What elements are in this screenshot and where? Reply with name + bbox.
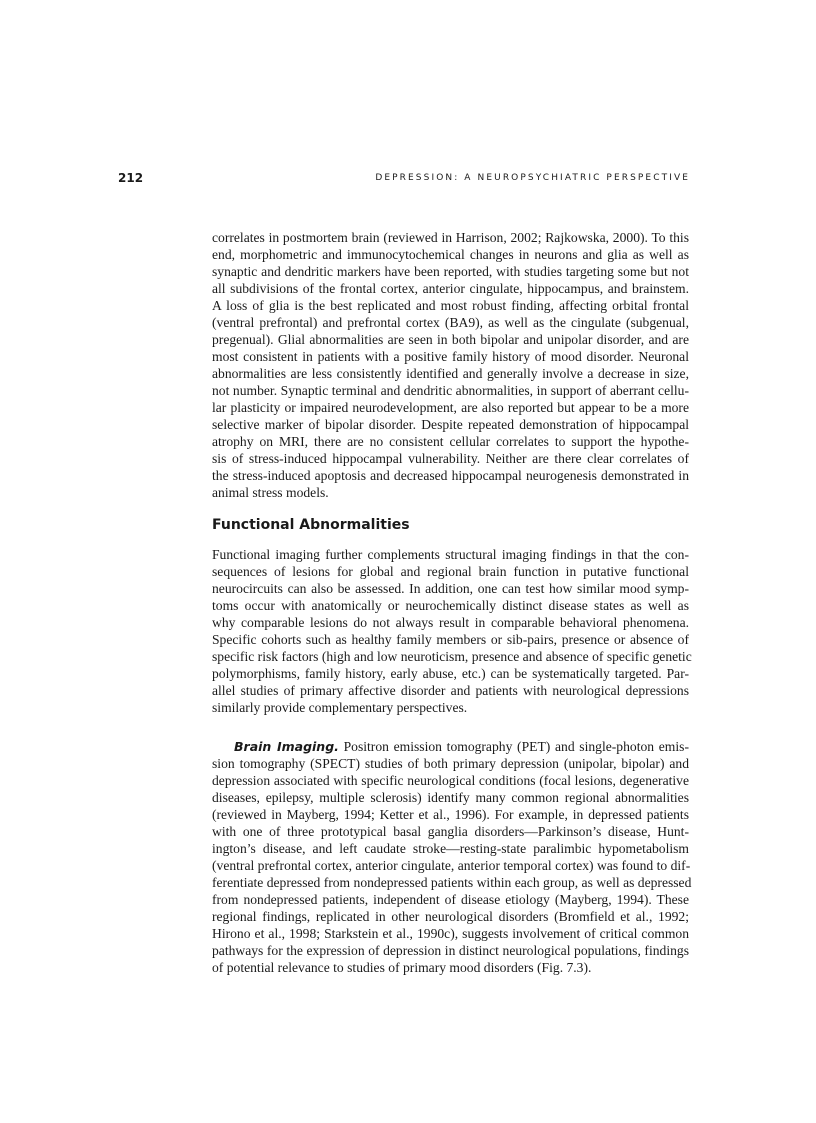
paragraph-line: the stress-induced apoptosis and decreased hippocampal neurogenesis demonstrated in	[212, 468, 689, 483]
paragraph-line: atrophy on MRI, there are no consistent cellular correlates to support the hypothe-	[212, 434, 689, 449]
section-heading-functional-abnormalities: Functional Abnormalities	[212, 517, 410, 533]
paragraph-postmortem-correlates	[212, 229, 689, 501]
paragraph-line: ferentiate depressed from nondepressed patients within each group, as well as depressed	[212, 875, 692, 890]
run-in-heading: Brain Imaging.	[234, 739, 339, 754]
paragraph-line: all subdivisions of the frontal cortex, anterior cingulate, hippocampus, and brainstem.	[212, 281, 689, 296]
paragraph-line: correlates in postmortem brain (reviewed in Harrison, 2002; Rajkowska, 2000). To this	[212, 230, 689, 245]
paragraph-line: sis of stress-induced hippocampal vulnerability. Neither are there clear correlates of	[212, 451, 689, 466]
paragraph-line: neurocircuits can also be assessed. In addition, one can test how similar mood symp-	[212, 581, 689, 596]
paragraph-line: Hirono et al., 1998; Starkstein et al., 1990c), suggests involvement of critical common	[212, 926, 689, 941]
paragraph-line: similarly provide complementary perspectives.	[212, 700, 468, 715]
line-text: Positron emission tomography (PET) and single-photon emis-	[343, 739, 689, 754]
paragraph-line: (ventral prefrontal) and prefrontal cortex (BA9), as well as the cingulate (subgenual,	[212, 315, 689, 330]
paragraph-line: most consistent in patients with a positive family history of mood disorder. Neuronal	[212, 349, 689, 364]
paragraph-line: regional findings, replicated in other neurological disorders (Bromfield et al., 1992;	[212, 909, 689, 924]
paragraph-line: of potential relevance to studies of primary mood disorders (Fig. 7.3).	[212, 960, 592, 975]
page-number: 212	[118, 171, 144, 185]
paragraph-line: not number. Synaptic terminal and dendritic abnormalities, in support of aberrant cellu-	[212, 383, 689, 398]
paragraph-line: depression associated with specific neurological conditions (focal lesions, degenerative	[212, 773, 689, 788]
paragraph-line: (reviewed in Mayberg, 1994; Ketter et al., 1996). For example, in depressed patients	[212, 807, 689, 822]
paragraph-line: toms occur with anatomically or neurochemically distinct disease states as well as	[212, 598, 689, 613]
paragraph-line: A loss of glia is the best replicated and most robust finding, affecting orbital frontal	[212, 298, 689, 313]
running-head: DEPRESSION: A NEUROPSYCHIATRIC PERSPECTIVE	[375, 173, 690, 183]
paragraph-brain-imaging	[212, 738, 692, 976]
paragraph-line: sequences of lesions for global and regional brain function in putative functional	[212, 564, 689, 579]
paragraph-line: abnormalities are less consistently identified and generally involve a decrease in size,	[212, 366, 689, 381]
paragraph-line: Functional imaging further complements structural imaging findings in that the con-	[212, 547, 689, 562]
paragraph-line: synaptic and dendritic markers have been reported, with studies targeting some but not	[212, 264, 689, 279]
paragraph-line: from nondepressed patients, independent of disease etiology (Mayberg, 1994). These	[212, 892, 689, 907]
paragraph-line: lar plasticity or impaired neurodevelopment, are also reported but appear to be a more	[212, 400, 689, 415]
paragraph-line: allel studies of primary affective disorder and patients with neurological depressions	[212, 683, 689, 698]
paragraph-line: specific risk factors (high and low neuroticism, presence and absence of specific genetic	[212, 649, 692, 664]
paragraph-line: (ventral prefrontal cortex, anterior cingulate, anterior temporal cortex) was found to dif-	[212, 858, 691, 873]
paragraph-line: pathways for the expression of depression in distinct neurological populations, findings	[212, 943, 689, 958]
paragraph-line: Specific cohorts such as healthy family members or sib-pairs, presence or absence of	[212, 632, 689, 647]
paragraph-line	[212, 738, 689, 755]
paragraph-line: polymorphisms, family history, early abuse, etc.) can be systematically targeted. Par-	[212, 666, 689, 681]
paragraph-line: sion tomography (SPECT) studies of both primary depression (unipolar, bipolar) and	[212, 756, 689, 771]
paragraph-line: selective marker of bipolar disorder. Despite repeated demonstration of hippocampal	[212, 417, 689, 432]
paragraph-line: end, morphometric and immunocytochemical changes in neurons and glia as well as	[212, 247, 689, 262]
paragraph-line: diseases, epilepsy, multiple sclerosis) identify many common regional abnormalities	[212, 790, 689, 805]
paragraph-line: pregenual). Glial abnormalities are seen in both bipolar and unipolar disorder, and are	[212, 332, 689, 347]
paragraph-functional-imaging	[212, 546, 692, 716]
paragraph-line: with one of three prototypical basal ganglia disorders—Parkinson’s disease, Hunt-	[212, 824, 689, 839]
paragraph-line: animal stress models.	[212, 485, 329, 500]
paragraph-line: ington’s disease, and left caudate stroke—resting-state paralimbic hypometabolism	[212, 841, 689, 856]
paragraph-line: why comparable lesions do not always result in comparable behavioral phenomena.	[212, 615, 689, 630]
